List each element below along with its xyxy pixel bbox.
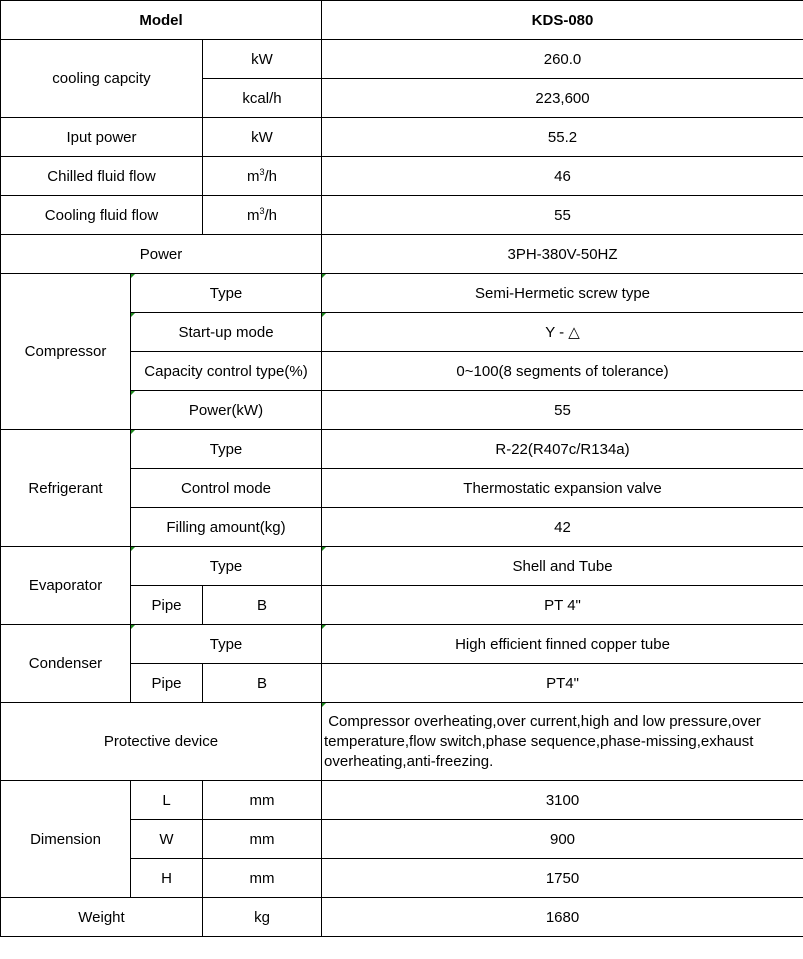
power-value: 3PH-380V-50HZ	[322, 235, 803, 274]
row-condenser-type	[1, 625, 803, 664]
dimension-l-axis: L	[131, 781, 203, 820]
refrigerant-type-value: R-22(R407c/R134a)	[322, 430, 803, 469]
row-model	[1, 1, 803, 40]
compressor-label: Compressor	[1, 274, 131, 430]
condenser-label: Condenser	[1, 625, 131, 703]
cooling-capacity-label: cooling capcity	[1, 40, 203, 118]
chilled-flow-unit: $m^3/h$	[203, 157, 322, 196]
model-value: KDS-080	[322, 1, 803, 40]
refrigerant-control-value: Thermostatic expansion valve	[322, 469, 803, 508]
condenser-type-value: High efficient finned copper tube	[322, 625, 803, 664]
compressor-power-value: 55	[322, 391, 803, 430]
refrigerant-control-label: Control mode	[131, 469, 322, 508]
dimension-l-unit: mm	[203, 781, 322, 820]
row-refrigerant-type	[1, 430, 803, 469]
row-weight	[1, 898, 803, 937]
dimension-l-value: 3100	[322, 781, 803, 820]
cooling-unit-kw: kW	[203, 40, 322, 79]
cooling-unit-kcal: kcal/h	[203, 79, 322, 118]
condenser-pipe-value: PT4"	[322, 664, 803, 703]
dimension-w-axis: W	[131, 820, 203, 859]
dimension-h-unit: mm	[203, 859, 322, 898]
weight-unit: kg	[203, 898, 322, 937]
compressor-startup-value: Y - △	[322, 313, 803, 352]
compressor-type-value: Semi-Hermetic screw type	[322, 274, 803, 313]
dimension-h-value: 1750	[322, 859, 803, 898]
refrigerant-label: Refrigerant	[1, 430, 131, 547]
compressor-startup-label: Start-up mode	[131, 313, 322, 352]
chilled-flow-label: Chilled fluid flow	[1, 157, 203, 196]
protective-value: Compressor overheating,over current,high and low pressure,over temperature,flow switch,phase sequence,phase-missing,exhaust overheating,anti-freezing.	[322, 703, 803, 781]
input-power-unit: kW	[203, 118, 322, 157]
power-label: Power	[1, 235, 322, 274]
row-protective	[1, 703, 803, 781]
weight-label: Weight	[1, 898, 203, 937]
compressor-power-label: Power(kW)	[131, 391, 322, 430]
dimension-w-unit: mm	[203, 820, 322, 859]
evaporator-pipe-unit: B	[203, 586, 322, 625]
cooling-value-kcal: 223,600	[322, 79, 803, 118]
dimension-h-axis: H	[131, 859, 203, 898]
cooling-flow-label: Cooling fluid flow	[1, 196, 203, 235]
model-label: Model	[1, 1, 322, 40]
compressor-capacity-value: 0~100(8 segments of tolerance)	[322, 352, 803, 391]
evaporator-pipe-label: Pipe	[131, 586, 203, 625]
cooling-value-kw: 260.0	[322, 40, 803, 79]
cooling-flow-value: 55	[322, 196, 803, 235]
condenser-type-label: Type	[131, 625, 322, 664]
weight-value: 1680	[322, 898, 803, 937]
dimension-label: Dimension	[1, 781, 131, 898]
protective-label: Protective device	[1, 703, 322, 781]
chilled-flow-value: 46	[322, 157, 803, 196]
evaporator-type-value: Shell and Tube	[322, 547, 803, 586]
row-chilled-flow	[1, 157, 803, 196]
input-power-value: 55.2	[322, 118, 803, 157]
row-compressor-type	[1, 274, 803, 313]
row-input-power	[1, 118, 803, 157]
compressor-type-label: Type	[131, 274, 322, 313]
evaporator-pipe-value: PT 4"	[322, 586, 803, 625]
condenser-pipe-unit: B	[203, 664, 322, 703]
row-power	[1, 235, 803, 274]
refrigerant-type-label: Type	[131, 430, 322, 469]
compressor-capacity-label: Capacity control type(%)	[131, 352, 322, 391]
cooling-flow-unit: $m^3/h$	[203, 196, 322, 235]
evaporator-label: Evaporator	[1, 547, 131, 625]
row-evaporator-type	[1, 547, 803, 586]
row-cooling-kw	[1, 40, 803, 79]
refrigerant-filling-label: Filling amount(kg)	[131, 508, 322, 547]
evaporator-type-label: Type	[131, 547, 322, 586]
condenser-pipe-label: Pipe	[131, 664, 203, 703]
refrigerant-filling-value: 42	[322, 508, 803, 547]
row-cooling-flow	[1, 196, 803, 235]
input-power-label: Iput power	[1, 118, 203, 157]
row-dimension-l	[1, 781, 803, 820]
dimension-w-value: 900	[322, 820, 803, 859]
